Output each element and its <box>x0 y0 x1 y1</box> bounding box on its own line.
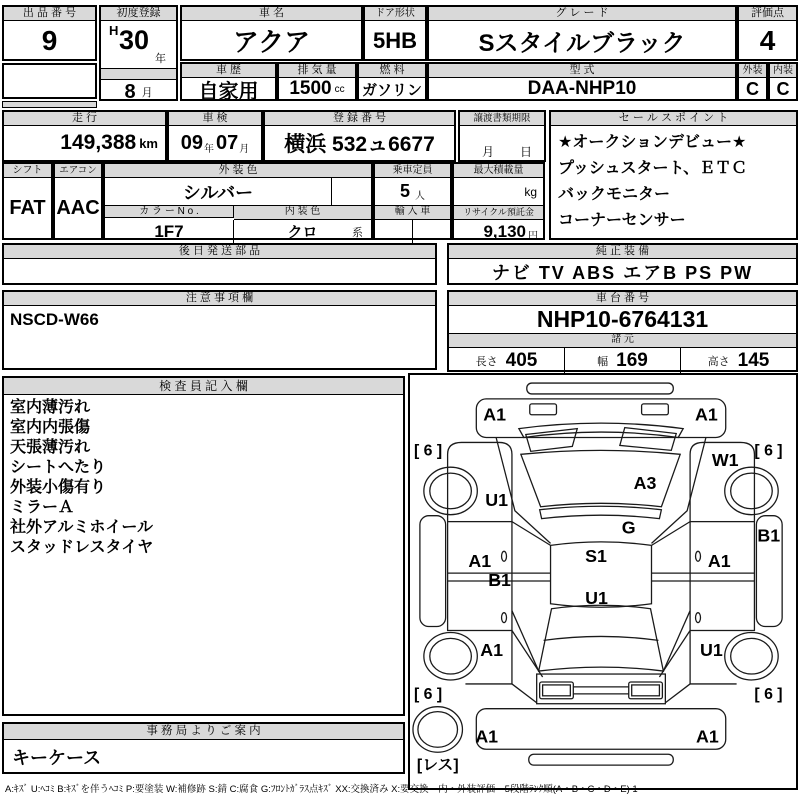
crease-left-rear-3 <box>512 684 537 703</box>
fuel-cell <box>357 62 427 101</box>
lot-empty-cell <box>2 63 97 99</box>
diagram-damage-label: W1 <box>711 450 739 471</box>
wheel-rear-right-outer <box>725 632 778 680</box>
capacity-value-row <box>375 178 450 205</box>
sales-points-header: セ ー ル ス ポ イ ン ト <box>551 112 796 126</box>
crease-right-rear-3 <box>665 684 690 703</box>
crease-right-rear-2 <box>659 630 690 677</box>
wiper-right <box>620 428 676 451</box>
inspector-note-item: 外装小傷有り <box>10 479 107 496</box>
shift-header: シフト <box>4 164 51 178</box>
inspector-notes-list <box>4 395 403 561</box>
crease-right-rear-1 <box>663 611 690 671</box>
crease-left-rear-1 <box>512 611 539 671</box>
wheel-front-right-inner <box>731 473 773 509</box>
door-shape-value: 5HB <box>372 27 417 53</box>
score-value: 4 <box>759 24 776 56</box>
era-letter: H <box>109 23 119 38</box>
remarks-header: 注 意 事 項 欄 <box>4 292 435 306</box>
door-shape-cell <box>363 5 427 61</box>
fuel-value: ガソリン <box>361 81 422 99</box>
inspector-note-item: 室内内張傷 <box>10 419 91 436</box>
spec-height-value: 145 <box>737 349 770 371</box>
color-block <box>103 162 373 240</box>
front-plate-left <box>530 404 557 415</box>
displacement-unit: cc <box>334 83 345 95</box>
inspection-value-row <box>169 126 261 160</box>
remarks-cell <box>2 290 437 370</box>
displacement-cell <box>277 62 357 101</box>
spare-tire-inner <box>418 712 458 748</box>
model-code-header: 型 式 <box>429 64 735 78</box>
mileage-unit: km <box>139 135 158 151</box>
diagram-damage-label: S1 <box>585 546 607 567</box>
diagram-damage-label: [ 6 ] <box>413 685 443 703</box>
spec-width-cell <box>565 348 681 373</box>
exterior-color-row <box>105 178 371 205</box>
remarks-value: NSCD-W66 <box>10 310 99 329</box>
mileage-value: 149,388 <box>60 131 137 154</box>
inspector-note-item: ミラーＡ <box>10 499 75 516</box>
month-unit: 月 <box>141 87 153 99</box>
grade-value: Sスタイルブラック <box>478 30 686 57</box>
rear-plate-right-inner <box>632 685 660 696</box>
interior-grade-cell <box>768 62 798 101</box>
displacement-value-row <box>279 78 355 100</box>
aircon-value: AAC <box>56 197 100 219</box>
diagram-damage-label: [レス] <box>416 757 459 775</box>
mileage-value-row <box>4 126 165 160</box>
capacity-unit: 人 <box>415 191 425 202</box>
diagram-damage-label: A1 <box>480 640 504 661</box>
inspection-month: 07 <box>216 131 239 154</box>
maxload-header: 最大積載量 <box>454 164 543 178</box>
rear-window-line <box>544 636 659 640</box>
diagram-damage-label: A1 <box>696 726 719 747</box>
diagram-damage-label: G <box>621 517 636 538</box>
office-notice-value: キーケース <box>12 748 102 768</box>
later-shipped-parts-cell <box>2 243 437 285</box>
wheel-rear-right-inner <box>731 638 773 674</box>
lot-number-cell <box>2 5 97 61</box>
diagram-damage-label: A1 <box>475 726 499 747</box>
inspector-notes-block <box>2 376 405 716</box>
crease-left-rear-2 <box>512 630 543 677</box>
sales-point-line: バックモニター <box>558 186 671 203</box>
recycle-value-row <box>454 220 543 243</box>
diagram-damage-labels <box>414 405 783 774</box>
diagram-damage-label: U1 <box>485 489 508 510</box>
inspection-month-unit: 月 <box>239 143 250 155</box>
exterior-color-empty-cell <box>332 178 371 205</box>
sales-points-list <box>551 126 796 238</box>
diagram-damage-label: A1 <box>483 404 507 425</box>
import-cell-2 <box>413 220 451 243</box>
maxload-value-row <box>454 178 543 205</box>
inspection-year-unit: 年 <box>204 143 214 155</box>
footer-legend: A:ｷｽﾞ U:ﾍｺﾐ B:ｷｽﾞを伴うﾍｺﾐ P:要塗装 W:補修跡 S:錆 C:腐食 G:ﾌﾛﾝﾄｶﾞﾗｽ点ｷｽﾞ XX:交換済み X:要交換 内・外装評価 5段階ﾗﾝｸ順(A・B・C・D・E) 1 <box>5 784 638 795</box>
recycle-value: 9,130 <box>483 221 526 241</box>
transfer-docs-cell <box>458 110 546 162</box>
transfer-day-label: 日 <box>519 145 532 159</box>
rear-plate-left-inner <box>543 685 571 696</box>
first-registration-year <box>101 21 176 68</box>
sales-points-cell <box>549 110 798 240</box>
recycle-header: リサイクル預託金 <box>454 205 543 220</box>
car-outline-group <box>413 383 782 765</box>
lot-number-value: 9 <box>41 24 58 56</box>
spec-row <box>449 348 796 373</box>
model-code-value: DAA-NHP10 <box>527 78 637 99</box>
inspection-cell <box>167 110 263 162</box>
spec-height-label: 高さ <box>707 355 730 368</box>
transfer-docs-header: 譲渡書類期限 <box>460 112 544 126</box>
year-unit: 年 <box>155 53 166 65</box>
registration-number-cell <box>263 110 456 162</box>
spec-height-cell <box>681 348 796 373</box>
exterior-color-header: 外 装 色 <box>105 164 371 178</box>
diagram-damage-label: U1 <box>585 587 608 608</box>
interior-grade-header: 内装 <box>770 64 796 78</box>
shift-value: FAT <box>9 197 46 219</box>
displacement-header: 排 気 量 <box>279 64 355 78</box>
car-history-value: 自家用 <box>198 80 259 100</box>
inspector-notes-header: 検 査 員 記 入 欄 <box>4 378 403 395</box>
wheel-rear-left-inner <box>430 638 472 674</box>
grade-cell <box>427 5 737 61</box>
wiper-left <box>526 429 577 452</box>
inspector-note-item: 天張薄汚れ <box>10 439 91 456</box>
door-shape-header: ドア形状 <box>365 7 425 21</box>
first-registration-month <box>101 80 176 104</box>
import-value-row <box>375 220 450 243</box>
recycle-unit: 円 <box>528 230 538 242</box>
first-reg-year-value: 30 <box>119 25 150 55</box>
color-values-row <box>105 220 371 243</box>
rocker-left <box>420 516 446 627</box>
interior-color-header: 内 装 色 <box>234 205 371 220</box>
diagram-damage-label: [ 6 ] <box>754 442 783 460</box>
capacity-value: 5 <box>399 181 410 201</box>
lot-number-header: 出 品 番 号 <box>4 7 95 21</box>
later-shipped-parts-value <box>4 259 435 284</box>
factory-equipment-header: 純 正 装 備 <box>449 245 796 259</box>
exterior-grade-value: C <box>746 78 759 99</box>
grade-header: グ レ ー ド <box>429 7 735 21</box>
car-name-header: 車 名 <box>182 7 361 21</box>
first-reg-divider <box>101 68 176 80</box>
aircon-cell <box>53 162 103 240</box>
aircon-header: エアコン <box>55 164 101 178</box>
sales-point-line: プッシュスタート、ＥＴＣ <box>558 160 748 177</box>
chassis-number-value: NHP10-6764131 <box>536 306 709 332</box>
interior-color-value: クロ <box>287 224 318 241</box>
diagram-damage-label: A1 <box>707 551 731 572</box>
rear-trim-bar <box>529 754 674 765</box>
car-history-header: 車 歴 <box>182 64 275 78</box>
door-handle-left-rear <box>502 613 507 623</box>
registration-number-value: 横浜 532ュ6677 <box>284 133 435 156</box>
interior-grade-value: C <box>776 78 790 99</box>
inspector-note-item: スタッドレスタイヤ <box>10 539 154 556</box>
car-name-cell <box>180 5 363 61</box>
capacity-header: 乗車定員 <box>375 164 450 178</box>
hood-side-right <box>651 437 705 543</box>
car-damage-diagram <box>410 375 796 788</box>
diagram-damage-label: A1 <box>468 551 492 572</box>
inspector-note-item: 室内薄汚れ <box>10 399 91 416</box>
maxload-unit: kg <box>524 184 537 199</box>
diagram-damage-label: U1 <box>699 640 723 661</box>
transfer-month-label: 月 <box>482 145 495 159</box>
cowl-bottom-band <box>540 506 662 518</box>
factory-equipment-value: ナビ TV ABS エアB PS PW <box>491 262 754 283</box>
later-shipped-parts-header: 後 日 発 送 部 品 <box>4 245 435 259</box>
diagram-damage-label: B1 <box>757 525 781 546</box>
displacement-value: 1500 <box>289 78 332 99</box>
car-diagram-box <box>408 373 798 790</box>
capacity-import-block <box>373 162 452 240</box>
mileage-cell <box>2 110 167 162</box>
door-handle-right-rear <box>696 613 701 623</box>
spare-tire-outer <box>413 707 462 753</box>
office-notice-cell <box>2 722 405 774</box>
office-notice-header: 事 務 局 よ り ご 案 内 <box>4 724 403 740</box>
diagram-damage-label: A1 <box>695 404 718 425</box>
score-header: 評価点 <box>739 7 796 21</box>
first-registration-cell <box>99 5 178 101</box>
inspector-note-item: シートへたり <box>10 459 107 476</box>
diagram-damage-label: [ 6 ] <box>413 442 443 460</box>
mileage-header: 走 行 <box>4 112 165 126</box>
sales-point-line: コーナーセンサー <box>558 212 686 229</box>
diagram-damage-label: [ 6 ] <box>754 685 783 703</box>
front-plate-right <box>642 404 669 415</box>
interior-color-cell <box>234 220 371 243</box>
exterior-color-value: シルバー <box>105 178 332 205</box>
inspector-note-item: 社外アルミホイール <box>10 519 154 536</box>
fuel-header: 燃 料 <box>359 64 425 78</box>
spec-length-cell <box>449 348 565 373</box>
inspection-year: 09 <box>180 131 203 154</box>
door-handle-right-front <box>696 551 701 561</box>
interior-color-suffix: 系 <box>352 227 363 239</box>
score-cell <box>737 5 798 61</box>
chassis-number-header: 車 台 番 号 <box>449 292 796 306</box>
first-registration-header: 初度登録 <box>101 7 176 21</box>
color-subheaders <box>105 205 371 220</box>
color-no-value: 1F7 <box>105 220 234 243</box>
wheel-front-right-outer <box>725 467 778 515</box>
door-handle-left-front <box>502 551 507 561</box>
spec-length-label: 長さ <box>475 355 498 368</box>
wheel-front-left-outer <box>424 467 477 515</box>
front-trim-bar <box>527 383 673 394</box>
model-code-cell <box>427 62 737 101</box>
inspection-header: 車 検 <box>169 112 261 126</box>
lot-gray-strip <box>2 101 97 108</box>
spec-header: 諸 元 <box>449 333 796 348</box>
exterior-grade-header: 外装 <box>739 64 766 78</box>
import-cell-1 <box>375 220 413 243</box>
spec-width-label: 幅 <box>597 355 609 368</box>
chassis-number-block <box>447 290 798 372</box>
spec-length-value: 405 <box>505 349 538 371</box>
maxload-recycle-block <box>452 162 545 240</box>
first-reg-month-value: 8 <box>124 80 136 103</box>
factory-equipment-cell <box>447 243 798 285</box>
transfer-docs-value-row <box>460 126 544 164</box>
import-header: 輸 入 車 <box>375 205 450 220</box>
car-history-cell <box>180 62 277 101</box>
cowl-band <box>519 423 683 437</box>
rear-bumper <box>476 709 725 750</box>
shift-cell <box>2 162 53 240</box>
wheel-rear-left-outer <box>424 632 477 680</box>
sales-point-line: ★オークションデビュー★ <box>558 134 747 151</box>
exterior-grade-cell <box>737 62 768 101</box>
spec-width-value: 169 <box>616 349 648 371</box>
color-no-header: カ ラ ー N o . <box>105 205 234 218</box>
diagram-damage-label: A3 <box>633 472 657 493</box>
wheel-front-left-inner <box>430 473 472 509</box>
diagram-damage-label: B1 <box>488 569 511 590</box>
registration-number-header: 登 録 番 号 <box>265 112 454 126</box>
car-name-value: アクア <box>232 27 311 57</box>
